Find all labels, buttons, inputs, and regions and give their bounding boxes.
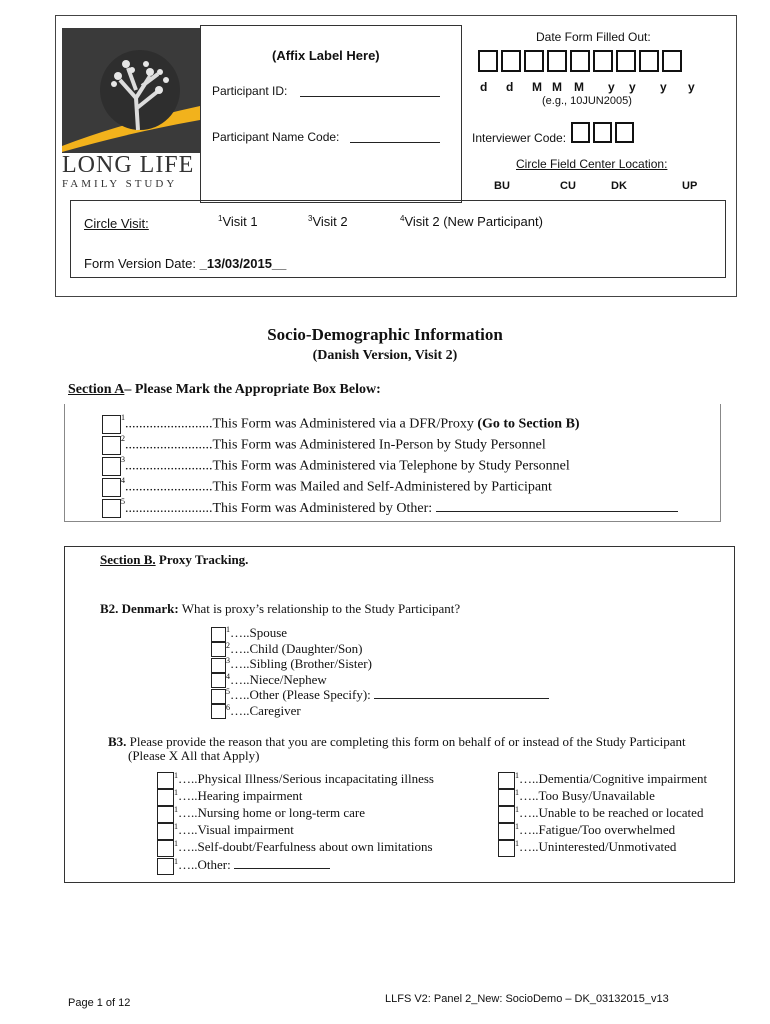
b3-text: Please provide the reason that you are completing this form on behalf of or instead of the Study Participant bbox=[126, 734, 686, 749]
b2-option bbox=[211, 625, 287, 642]
participant-id-field[interactable] bbox=[300, 96, 440, 97]
option-text: …..Sibling (Brother/Sister) bbox=[230, 656, 372, 671]
option-dots: ......................... bbox=[125, 479, 213, 495]
section-b-heading bbox=[100, 552, 248, 568]
field-center-up[interactable]: UP bbox=[682, 180, 698, 192]
form-identifier: LLFS V2: Panel 2_New: SocioDemo – DK_03132015_v13 bbox=[385, 993, 669, 1005]
date-example: (e.g., 10JUN2005) bbox=[542, 95, 632, 107]
option-skip-instruction: (Go to Section B) bbox=[477, 416, 580, 432]
b3-option bbox=[157, 822, 294, 840]
b3-option bbox=[157, 805, 365, 823]
tree-logo-icon bbox=[62, 28, 200, 153]
b2-checkbox[interactable] bbox=[211, 642, 226, 657]
logo-text-sub: FAMILY STUDY bbox=[62, 178, 178, 190]
affix-label-title: (Affix Label Here) bbox=[272, 48, 380, 63]
option-code: 1 bbox=[174, 788, 178, 797]
b2-checkbox[interactable] bbox=[211, 689, 226, 704]
option-dots: ......................... bbox=[125, 501, 213, 516]
page-title: Socio-Demographic Information bbox=[267, 325, 503, 344]
b3-checkbox[interactable] bbox=[157, 806, 174, 823]
b3-option bbox=[157, 788, 303, 806]
visit-1-label: Visit 1 bbox=[222, 214, 258, 229]
visit-option-3[interactable] bbox=[400, 214, 543, 229]
b3-option bbox=[498, 805, 703, 823]
date-form-label: Date Form Filled Out: bbox=[536, 30, 651, 44]
b2-checkbox[interactable] bbox=[211, 704, 226, 719]
b2-option bbox=[211, 656, 372, 673]
option-text: This Form was Administered In-Person by Study Personnel bbox=[212, 437, 546, 453]
option-text: This Form was Mailed and Self-Administered by Participant bbox=[212, 479, 552, 495]
field-center-cu[interactable]: CU bbox=[560, 180, 576, 192]
form-version-label: Form Version Date: bbox=[84, 256, 196, 271]
participant-name-field[interactable] bbox=[350, 142, 440, 143]
b2-checkbox[interactable] bbox=[211, 673, 226, 688]
option-code: 2 bbox=[121, 434, 125, 443]
option-code: 3 bbox=[226, 656, 230, 665]
option-code: 1 bbox=[515, 771, 519, 780]
visit-option-1[interactable] bbox=[218, 214, 258, 229]
option-dots: ......................... bbox=[125, 416, 213, 432]
b3-checkbox[interactable] bbox=[498, 789, 515, 806]
visit-3-code: 4 bbox=[400, 214, 405, 223]
b3-checkbox[interactable] bbox=[157, 789, 174, 806]
date-format-letter: M bbox=[552, 80, 562, 94]
date-format-letter: M bbox=[574, 80, 584, 94]
option-text: …..Child (Daughter/Son) bbox=[230, 640, 363, 656]
section-a-option bbox=[102, 478, 552, 497]
page-number: Page 1 of 12 bbox=[68, 997, 131, 1009]
option-text: This Form was Administered by Other: bbox=[212, 501, 433, 516]
b3-option bbox=[498, 822, 675, 840]
section-b-label: Section B. bbox=[100, 552, 156, 567]
option-text: …..Caregiver bbox=[230, 702, 301, 718]
section-a-checkbox[interactable] bbox=[102, 457, 121, 476]
option-text: …..Niece/Nephew bbox=[230, 671, 327, 687]
option-text: …..Nursing home or long-term care bbox=[178, 805, 366, 820]
section-a-option bbox=[102, 415, 580, 434]
option-text: …..Other: bbox=[178, 857, 231, 872]
b2-option bbox=[211, 641, 363, 658]
option-code: 1 bbox=[174, 857, 178, 866]
participant-id-label: Participant ID: bbox=[212, 84, 288, 98]
section-a-label: Section A bbox=[68, 382, 125, 397]
form-version-line bbox=[84, 256, 286, 271]
section-a-checkbox[interactable] bbox=[102, 499, 121, 518]
option-code: 6 bbox=[226, 702, 230, 712]
b3-checkbox[interactable] bbox=[157, 858, 174, 875]
section-a-heading bbox=[68, 382, 381, 398]
option-dots: ......................... bbox=[125, 458, 213, 474]
option-code: 5 bbox=[226, 687, 230, 696]
option-text: …..Dementia/Cognitive impairment bbox=[519, 771, 708, 786]
option-text: …..Uninterested/Unmotivated bbox=[519, 839, 677, 854]
option-code: 4 bbox=[121, 476, 125, 485]
option-code: 1 bbox=[174, 839, 178, 848]
visit-2-code: 3 bbox=[308, 214, 313, 223]
option-text: …..Spouse bbox=[230, 625, 288, 640]
other-specify-field[interactable] bbox=[374, 688, 549, 699]
interviewer-code-label: Interviewer Code: bbox=[472, 131, 567, 145]
option-code: 1 bbox=[515, 788, 519, 797]
b3-checkbox[interactable] bbox=[157, 823, 174, 840]
option-code: 1 bbox=[174, 822, 178, 831]
option-code: 3 bbox=[121, 455, 125, 464]
circle-visit-label: Circle Visit: bbox=[84, 216, 149, 231]
b3-checkbox[interactable] bbox=[498, 772, 515, 789]
b3-checkbox[interactable] bbox=[498, 823, 515, 840]
date-format-letter: y bbox=[660, 80, 667, 94]
b2-option bbox=[211, 703, 301, 720]
b3-option bbox=[157, 857, 330, 875]
option-code: 1 bbox=[515, 805, 519, 814]
visit-3-label: Visit 2 (New Participant) bbox=[404, 214, 543, 229]
b3-option bbox=[157, 771, 434, 789]
section-a-option bbox=[102, 457, 570, 476]
option-text: …..Hearing impairment bbox=[178, 788, 303, 803]
field-center-label: Circle Field Center Location: bbox=[516, 157, 668, 171]
option-code: 5 bbox=[121, 497, 125, 506]
b3-checkbox[interactable] bbox=[157, 772, 174, 789]
b3-option bbox=[498, 839, 676, 857]
date-format-letter: d bbox=[480, 80, 488, 94]
section-a-option bbox=[102, 499, 678, 518]
option-dots: ......................... bbox=[125, 437, 213, 453]
date-format-letter: d bbox=[506, 80, 514, 94]
participant-name-label: Participant Name Code: bbox=[212, 130, 340, 144]
section-a-option bbox=[102, 436, 546, 455]
section-a-checkbox[interactable] bbox=[102, 436, 121, 455]
section-b-title: Proxy Tracking. bbox=[155, 552, 249, 567]
form-version-value: _13/03/2015__ bbox=[199, 256, 287, 271]
option-code: 1 bbox=[174, 805, 178, 814]
date-format-letter: y bbox=[629, 80, 636, 94]
date-format-letter: y bbox=[608, 80, 615, 94]
option-text: This Form was Administered via Telephone by Study Personnel bbox=[212, 458, 570, 474]
b2-checkbox[interactable] bbox=[211, 658, 226, 673]
page-subtitle: (Danish Version, Visit 2) bbox=[312, 348, 458, 363]
b2-option bbox=[211, 672, 327, 689]
b3-checkbox[interactable] bbox=[498, 806, 515, 823]
date-boxes[interactable] bbox=[478, 50, 685, 77]
option-text: …..Self-doubt/Fearfulness about own limitations bbox=[178, 839, 433, 854]
logo bbox=[62, 28, 200, 190]
field-center-bu[interactable]: BU bbox=[494, 180, 510, 192]
b3-checkbox[interactable] bbox=[157, 840, 174, 857]
b2-label: B2. Denmark: bbox=[100, 601, 179, 616]
visit-option-2[interactable] bbox=[308, 214, 348, 229]
b3-label: B3. bbox=[108, 734, 127, 749]
visit-2-label: Visit 2 bbox=[312, 214, 348, 229]
option-text: …..Fatigue/Too overwhelmed bbox=[519, 822, 676, 837]
logo-text-main: LONG LIFE bbox=[62, 152, 195, 178]
b3-option bbox=[498, 788, 655, 806]
interviewer-code-boxes[interactable] bbox=[571, 122, 637, 148]
option-text: …..Visual impairment bbox=[178, 822, 294, 837]
b2-option bbox=[211, 687, 549, 704]
b3-option bbox=[157, 839, 433, 857]
field-center-dk[interactable]: DK bbox=[611, 180, 627, 192]
option-text: …..Too Busy/Unavailable bbox=[519, 788, 655, 803]
option-code: 4 bbox=[226, 671, 230, 681]
option-text: …..Unable to be reached or located bbox=[519, 805, 704, 820]
option-text: …..Physical Illness/Serious incapacitating illness bbox=[178, 771, 434, 786]
b2-question bbox=[100, 601, 460, 617]
section-a-checkbox[interactable] bbox=[102, 415, 121, 434]
other-reason-field[interactable] bbox=[234, 858, 330, 869]
section-a-checkbox[interactable] bbox=[102, 478, 121, 497]
option-code: 2 bbox=[226, 640, 230, 650]
other-specify-field[interactable] bbox=[436, 499, 678, 512]
b2-text: What is proxy’s relationship to the Study Participant? bbox=[178, 601, 461, 616]
date-format-letter: M bbox=[532, 80, 542, 94]
option-code: 1 bbox=[515, 839, 519, 848]
option-code: 1 bbox=[226, 625, 230, 634]
visit-1-code: 1 bbox=[218, 214, 223, 223]
b3-checkbox[interactable] bbox=[498, 840, 515, 857]
option-code: 1 bbox=[174, 771, 178, 780]
option-code: 1 bbox=[121, 413, 125, 422]
b3-instruction: (Please X All that Apply) bbox=[128, 748, 260, 763]
date-format-letter: y bbox=[688, 80, 695, 94]
b2-checkbox[interactable] bbox=[211, 627, 226, 642]
option-text: This Form was Administered via a DFR/Proxy bbox=[212, 416, 474, 432]
option-text: …..Other (Please Specify): bbox=[230, 687, 371, 702]
option-code: 1 bbox=[515, 822, 519, 831]
section-a-instruction: – Please Mark the Appropriate Box Below: bbox=[124, 382, 381, 397]
b3-option bbox=[498, 771, 707, 789]
